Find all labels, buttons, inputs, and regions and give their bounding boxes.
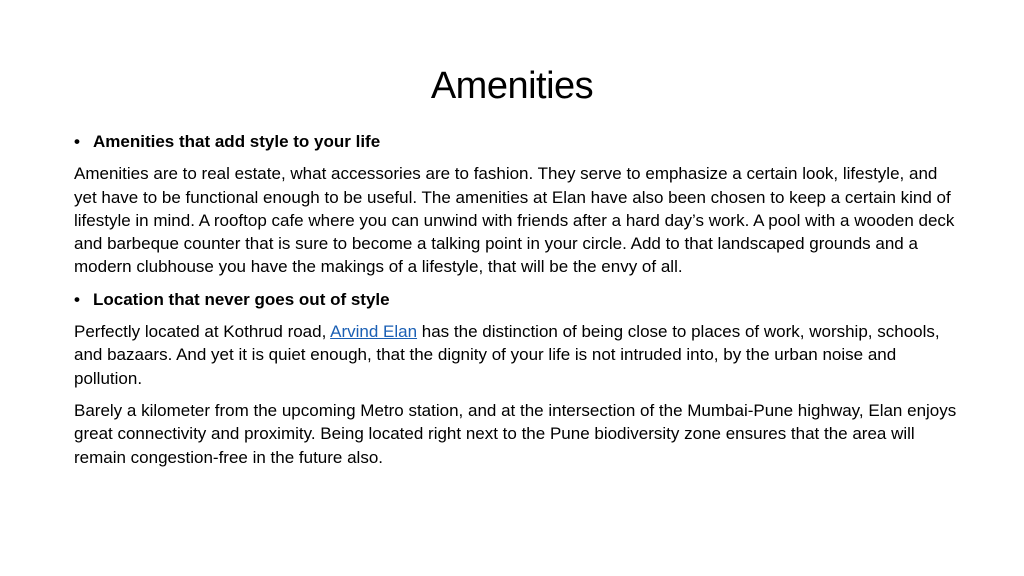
slide-title: Amenities <box>430 65 594 107</box>
bullet-amenities-heading <box>74 130 964 153</box>
connectivity-paragraph: Barely a kilometer from the upcoming Metro station, and at the intersection of the Mumbai-Pune highway, Elan enjoys great connectivity and proximity. Being located right next to the Pune biodiversity zone ensures that the area will remain congestion-free in the future also. <box>74 400 957 467</box>
bullet-dot-icon: • <box>74 289 80 309</box>
amenities-heading-text: Amenities that add style to your life <box>93 132 381 151</box>
bullet-location-heading <box>74 288 964 311</box>
bullet-dot-icon: • <box>74 132 80 151</box>
slide-content <box>74 130 964 478</box>
location-heading-text: Location that never goes out of style <box>93 289 390 309</box>
amenities-paragraph: Amenities are to real estate, what accessories are to fashion. They serve to emphasize a certain look, lifestyle, and yet have to be functional enough to be useful. The amenities at Elan have also been chosen to keep a certain kind of lifestyle in mind. A rooftop cafe where you can unwind with friends after a hard day’s work. A pool with a wooden deck and barbeque counter that is sure to become a talking point in your circle. Add to that landscaped grounds and a modern clubhouse you have the makings of a lifestyle, that will be the envy of all. <box>74 164 955 277</box>
arvind-elan-link[interactable]: Arvind Elan <box>330 322 418 342</box>
location-paragraph-rest: has the distinction of being close to places of work, worship, schools, and bazaars. And yet it is quiet enough, that the dignity of your life is not intruded into, by the urban noise and pollution. <box>74 322 940 388</box>
location-paragraph-lead: Perfectly located at Kothrud road, <box>74 322 331 342</box>
location-paragraph <box>74 320 964 390</box>
